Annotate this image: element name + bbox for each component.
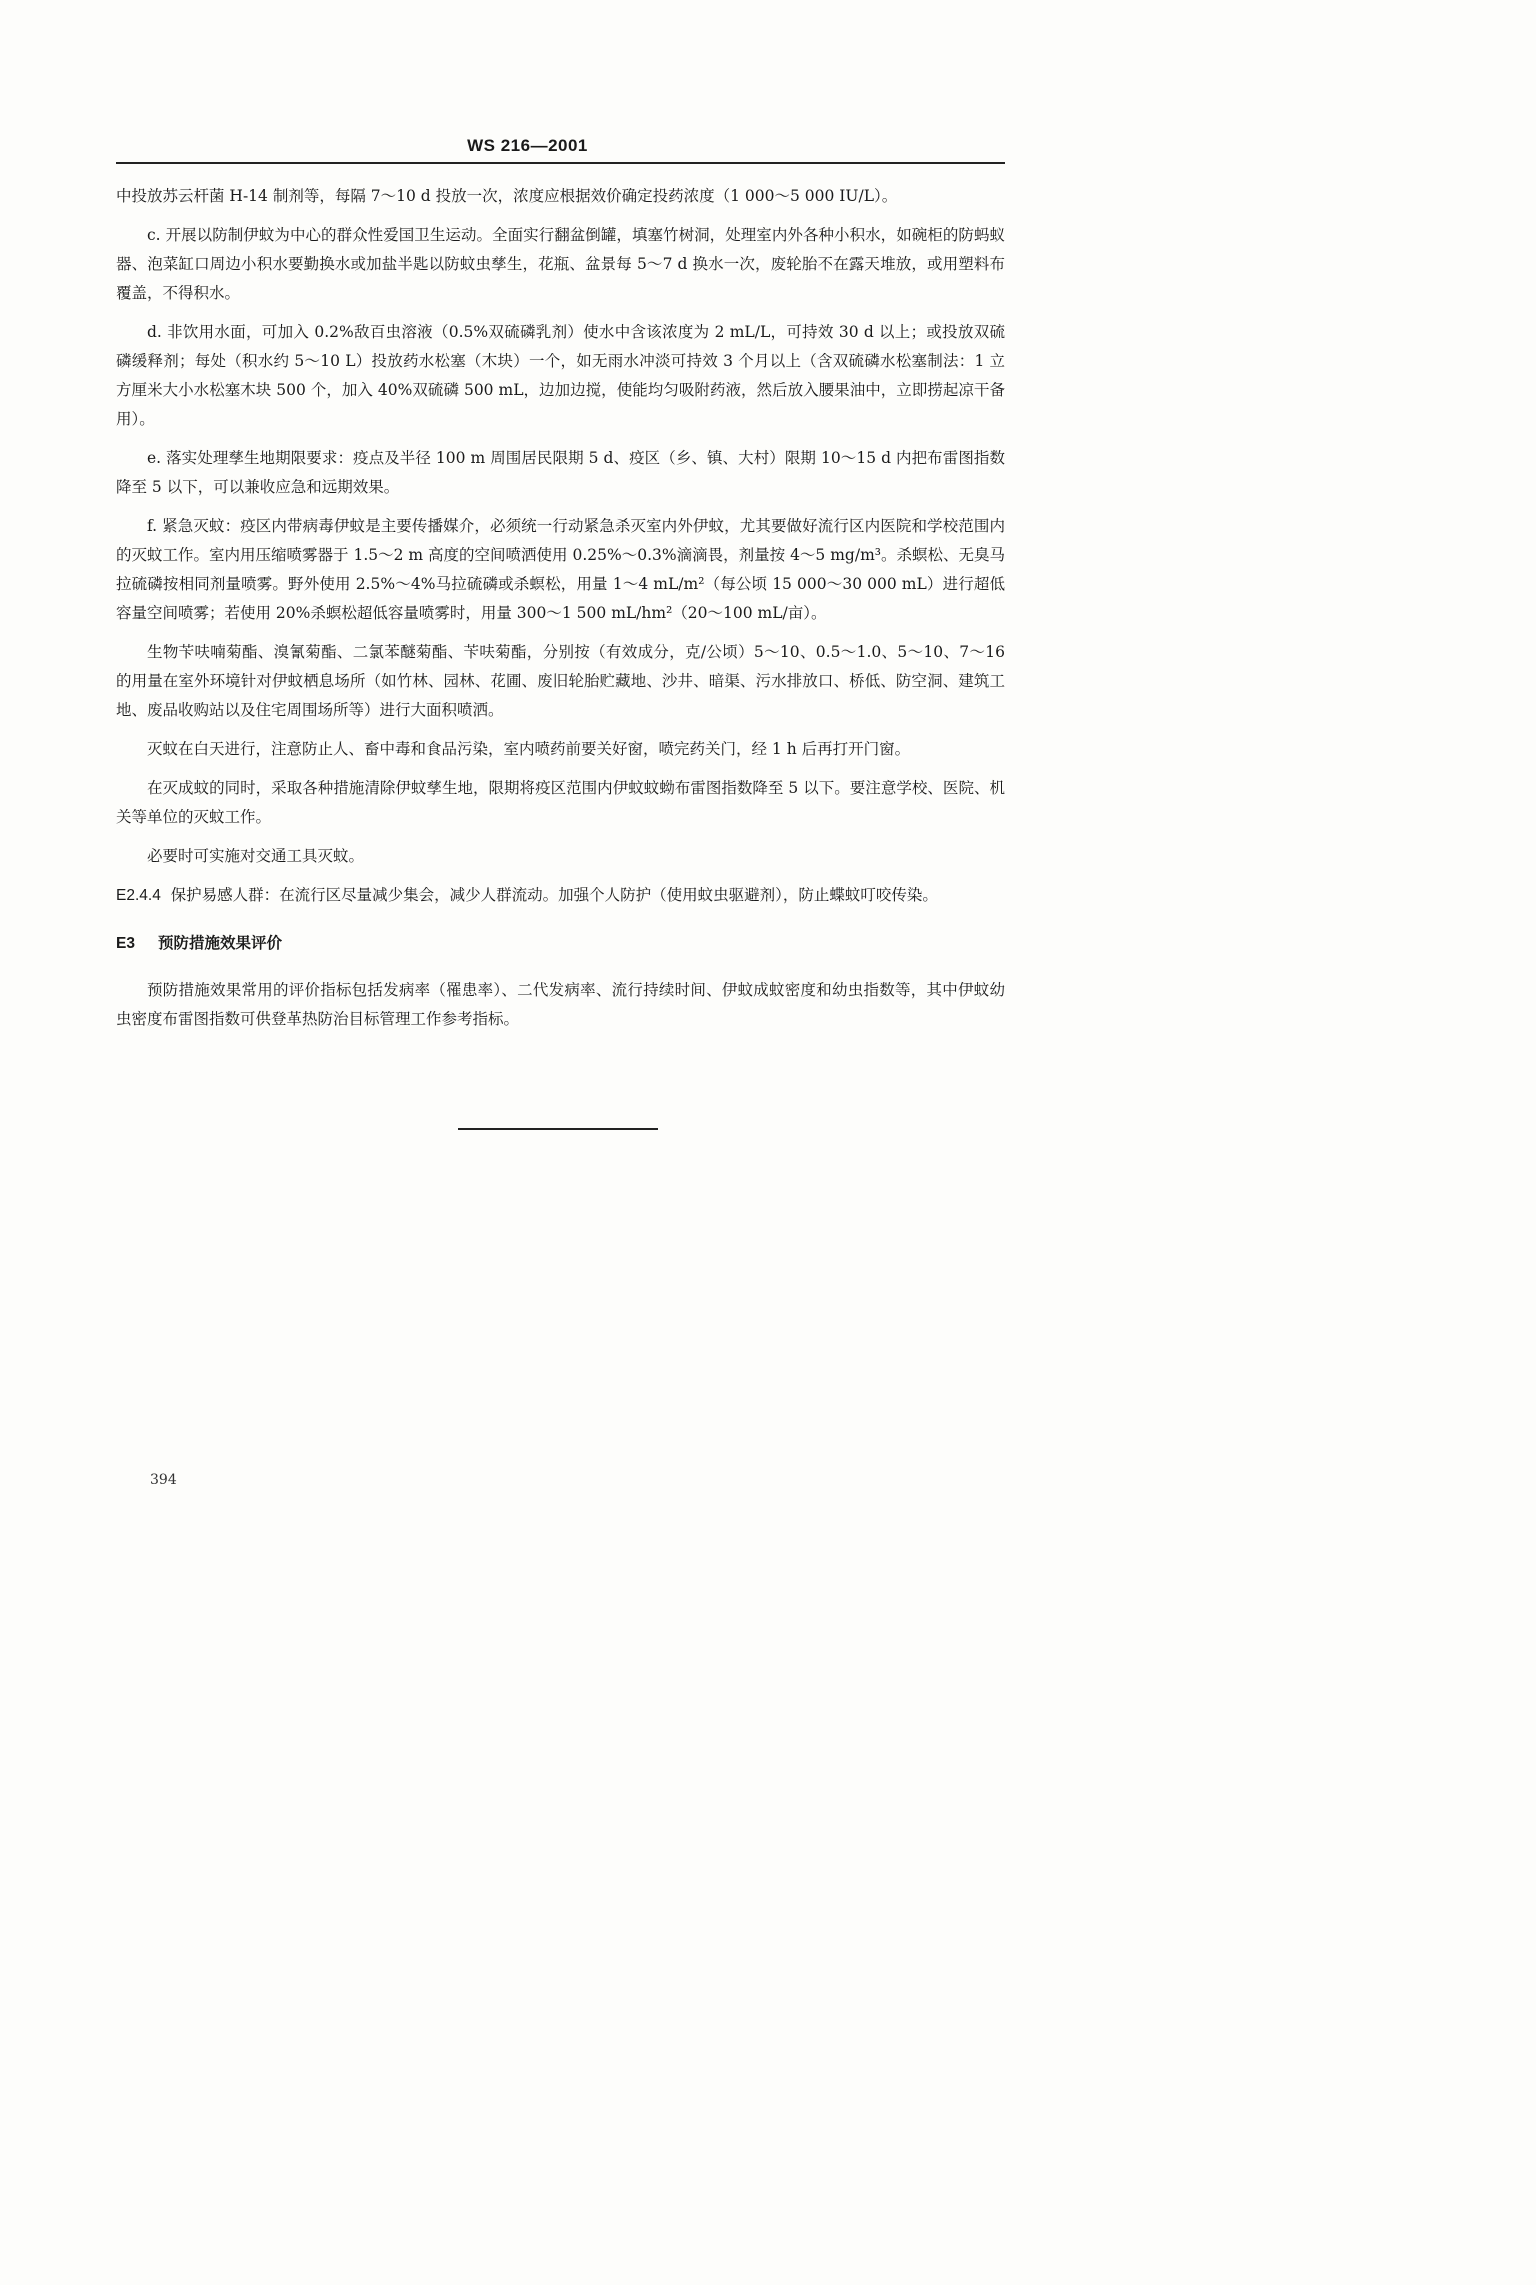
page-number: 394 (150, 1472, 177, 1488)
clause-e2-4-4 (116, 881, 1005, 910)
document-body (116, 182, 1005, 1034)
paragraph-item-e: e. 落实处理孳生地期限要求：疫点及半径 100 m 周围居民限期 5 d、疫区（乡、镇、大村）限期 10～15 d 内把布雷图指数降至 5 以下，可以兼收应急和远期效果。 (116, 449, 1005, 496)
paragraph-biological-agents: 生物苄呋喃菊酯、溴氰菊酯、二氯苯醚菊酯、苄呋菊酯，分别按（有效成分，克/公顷）5～10、0.5～1.0、5～10、7～16 的用量在室外环境针对伊蚊栖息场所（如竹林、园林、花圃、废旧轮胎贮藏地、沙井、暗渠、污水排放口、桥低、防空洞、建筑工地、废品收购站以及住宅周围场所等）进行大面积喷洒。 (116, 643, 1005, 719)
section-heading-e3 (116, 928, 1005, 958)
paragraph-breeding-site-removal: 在灭成蚊的同时，采取各种措施清除伊蚊孳生地，限期将疫区范围内伊蚊蚊蚴布雷图指数降至 5 以下。要注意学校、医院、机关等单位的灭蚊工作。 (116, 779, 1005, 826)
section-number: E3 (116, 935, 135, 952)
header-rule (116, 162, 1005, 164)
paragraph-daytime-spraying: 灭蚊在白天进行，注意防止人、畜中毒和食品污染，室内喷药前要关好窗，喷完药关门，经 1 h 后再打开门窗。 (147, 740, 911, 758)
paragraph-vehicle-disinfection: 必要时可实施对交通工具灭蚊。 (147, 847, 365, 865)
section-title: 预防措施效果评价 (158, 933, 283, 952)
clause-number: E2.4.4 (116, 887, 161, 904)
end-of-document-rule (458, 1128, 658, 1130)
paragraph-continuation: 中投放苏云杆菌 H-14 制剂等，每隔 7～10 d 投放一次，浓度应根据效价确定投药浓度（1 000～5 000 IU/L）。 (116, 187, 898, 205)
standard-code-header: WS 216—2001 (467, 136, 588, 155)
paragraph-item-f: f. 紧急灭蚊：疫区内带病毒伊蚊是主要传播媒介，必须统一行动紧急杀灭室内外伊蚊，尤其要做好流行区内医院和学校范围内的灭蚊工作。室内用压缩喷雾器于 1.5～2 m 高度的空间喷洒使用 0.25%～0.3%滴滴畏，剂量按 4～5 mg/m³。杀螟松、无臭马拉硫磷按相同剂量喷雾。野外使用 2.5%～4%马拉硫磷或杀螟松，用量 1～4 mL/m²（每公顷 15 000～30 000 mL）进行超低容量空间喷雾；若使用 20%杀螟松超低容量喷雾时，用量 300～1 500 mL/hm²（20～100 mL/亩）。 (116, 517, 1005, 622)
clause-text: 保护易感人群：在流行区尽量减少集会，减少人群流动。加强个人防护（使用蚊虫驱避剂），防止蝶蚊叮咬传染。 (170, 886, 938, 904)
section-e3-body: 预防措施效果常用的评价指标包括发病率（罹患率）、二代发病率、流行持续时间、伊蚊成蚊密度和幼虫指数等，其中伊蚊幼虫密度布雷图指数可供登革热防治目标管理工作参考指标。 (116, 981, 1005, 1028)
paragraph-item-d: d. 非饮用水面，可加入 0.2%敌百虫溶液（0.5%双硫磷乳剂）使水中含该浓度为 2 mL/L，可持效 30 d 以上；或投放双硫磷缓释剂；每处（积水约 5～10 L）投放药水松塞（木块）一个，如无雨水冲淡可持效 3 个月以上（含双硫磷水松塞制法：1 立方厘米大小水松塞木块 500 个，加入 40%双硫磷 500 mL，边加边搅，使能均匀吸附药液，然后放入腰果油中，立即捞起凉干备用）。 (116, 323, 1005, 428)
paragraph-item-c: c. 开展以防制伊蚊为中心的群众性爱国卫生运动。全面实行翻盆倒罐，填塞竹树洞，处理室内外各种小积水，如碗柜的防蚂蚁器、泡菜缸口周边小积水要勤换水或加盐半匙以防蚊虫孳生，花瓶、盆景每 5～7 d 换水一次，废轮胎不在露天堆放，或用塑料布覆盖，不得积水。 (116, 226, 1005, 302)
